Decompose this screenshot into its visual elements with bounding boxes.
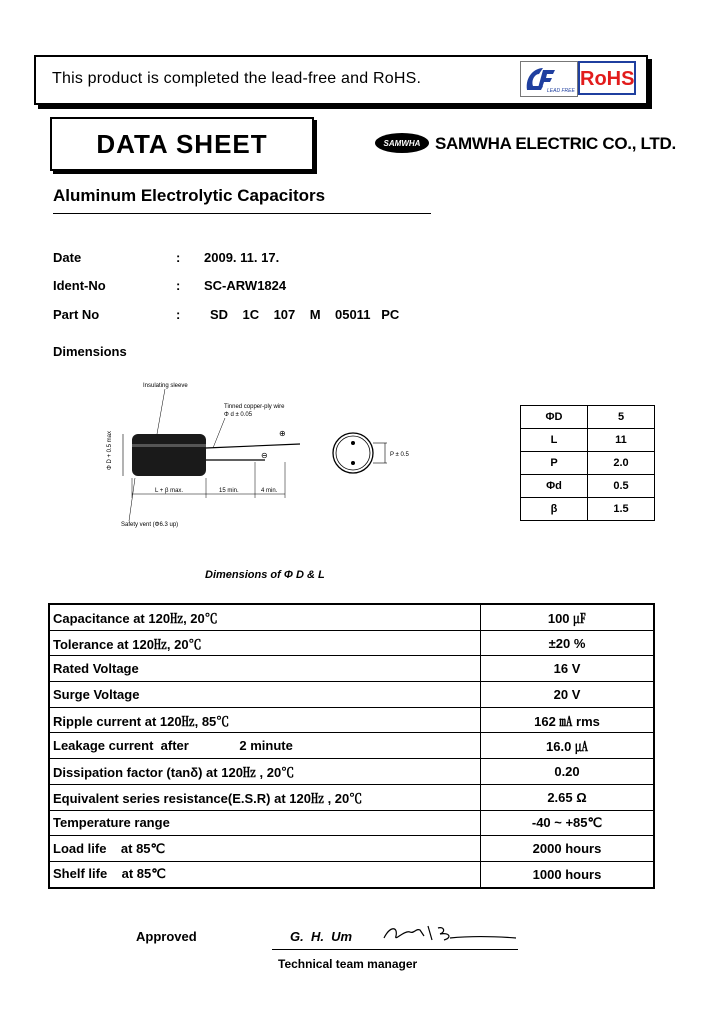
dim-value: 5 <box>588 406 655 429</box>
ident-no-value: SC-ARW1824 <box>204 278 287 293</box>
data-sheet-title: DATA SHEET <box>50 117 314 171</box>
table-row <box>49 784 654 810</box>
rohs-logo: RoHS <box>578 61 636 95</box>
samwha-logo-text: SAMWHA <box>383 139 421 148</box>
dim-symbol: P <box>521 452 588 475</box>
spec-param: Ripple current at 120㎐, 85℃ <box>49 707 481 733</box>
pitch-label: P ± 0.5 <box>390 452 409 458</box>
table-row <box>49 759 654 785</box>
table-row <box>521 498 655 521</box>
spec-value: ±20 % <box>481 630 655 656</box>
table-row <box>49 810 654 836</box>
part-no-value: SD 1C 107 M 05011 PC <box>210 307 400 322</box>
dim-symbol: L <box>521 429 588 452</box>
spec-value: 2.65 Ω <box>481 784 655 810</box>
rohs-notice-text: This product is completed the lead-free and RoHS. <box>52 70 422 87</box>
wire-label: Tinned copper-ply wire <box>224 404 285 410</box>
sleeve-label: Insulating sleeve <box>143 383 188 389</box>
table-row <box>521 452 655 475</box>
table-row <box>521 429 655 452</box>
spec-param: Tolerance at 120㎐, 20℃ <box>49 630 481 656</box>
dim-symbol: Φd <box>521 475 588 498</box>
table-row <box>49 656 654 682</box>
vent-label: Safety vent (Φ6.3 up) <box>121 522 179 528</box>
table-row <box>49 707 654 733</box>
diameter-label: Φ D + 0.5 max <box>107 431 113 470</box>
spec-param: Load life at 85℃ <box>49 836 481 862</box>
samwha-logo <box>374 132 430 154</box>
spec-value: 1000 hours <box>481 861 655 887</box>
dim-value: 2.0 <box>588 452 655 475</box>
part-no-colon: : <box>176 307 181 322</box>
spec-value: 16.0 ㎂ <box>481 733 655 759</box>
spec-table <box>48 603 655 889</box>
lead-free-logo-text: LEAD FREE <box>547 88 575 94</box>
spec-param: Rated Voltage <box>49 656 481 682</box>
spec-param: Shelf life at 85℃ <box>49 861 481 887</box>
spec-param: Equivalent series resistance(E.S.R) at 120㎐ , 20℃ <box>49 784 481 810</box>
spec-value: 2000 hours <box>481 836 655 862</box>
company-name: SAMWHA ELECTRIC CO., LTD. <box>435 134 676 153</box>
lead-length-label: 15 min. <box>219 488 239 494</box>
table-row <box>49 836 654 862</box>
spec-value: 20 V <box>481 682 655 708</box>
date-label: Date <box>53 250 82 265</box>
minus-marker: ⊖ <box>261 451 268 460</box>
spec-param: Leakage current after 2 minute <box>49 733 481 759</box>
dim-value: 1.5 <box>588 498 655 521</box>
dim-value: 11 <box>588 429 655 452</box>
table-row <box>521 475 655 498</box>
part-no-label: Part No <box>53 307 100 322</box>
plus-marker: ⊕ <box>279 429 286 438</box>
length-label: L + β max. <box>155 488 184 494</box>
lead-gap-label: 4 min. <box>261 488 278 494</box>
dimensions-heading: Dimensions <box>53 344 127 359</box>
dimension-table <box>520 405 655 521</box>
wire-diameter-label: Φ d ± 0.05 <box>224 412 253 418</box>
table-row <box>49 630 654 656</box>
spec-value: -40 ~ +85℃ <box>481 810 655 836</box>
table-row <box>49 604 654 630</box>
signature-line <box>272 949 518 950</box>
dim-value: 0.5 <box>588 475 655 498</box>
spec-param: Capacitance at 120㎐, 20℃ <box>49 604 481 630</box>
spec-param: Temperature range <box>49 810 481 836</box>
approver-name: G. H. Um <box>290 929 353 944</box>
spec-value: 100 ㎌ <box>481 604 655 630</box>
date-colon: : <box>176 250 181 265</box>
spec-param: Dissipation factor (tanδ) at 120㎐ , 20℃ <box>49 759 481 785</box>
spec-param: Surge Voltage <box>49 682 481 708</box>
spec-value: 16 V <box>481 656 655 682</box>
table-row <box>521 406 655 429</box>
date-value: 2009. 11. 17. <box>204 250 280 265</box>
table-row <box>49 861 654 887</box>
lead-free-logo <box>520 61 578 97</box>
dim-symbol: ΦD <box>521 406 588 429</box>
spec-value: 162 ㎃ rms <box>481 707 655 733</box>
approved-label: Approved <box>136 929 197 944</box>
ident-no-label: Ident-No <box>53 278 106 293</box>
capacitor-dimension-drawing <box>95 378 415 543</box>
table-row <box>49 682 654 708</box>
dim-symbol: β <box>521 498 588 521</box>
approver-title: Technical team manager <box>278 957 418 971</box>
spec-value: 0.20 <box>481 759 655 785</box>
table-row <box>49 733 654 759</box>
rohs-notice-banner <box>34 55 648 105</box>
signature-image <box>380 918 520 948</box>
dimensions-caption: Dimensions of Φ D & L <box>205 569 325 581</box>
ident-no-colon: : <box>176 278 181 293</box>
product-subtitle: Aluminum Electrolytic Capacitors <box>53 186 326 205</box>
subtitle-underline <box>53 213 431 214</box>
